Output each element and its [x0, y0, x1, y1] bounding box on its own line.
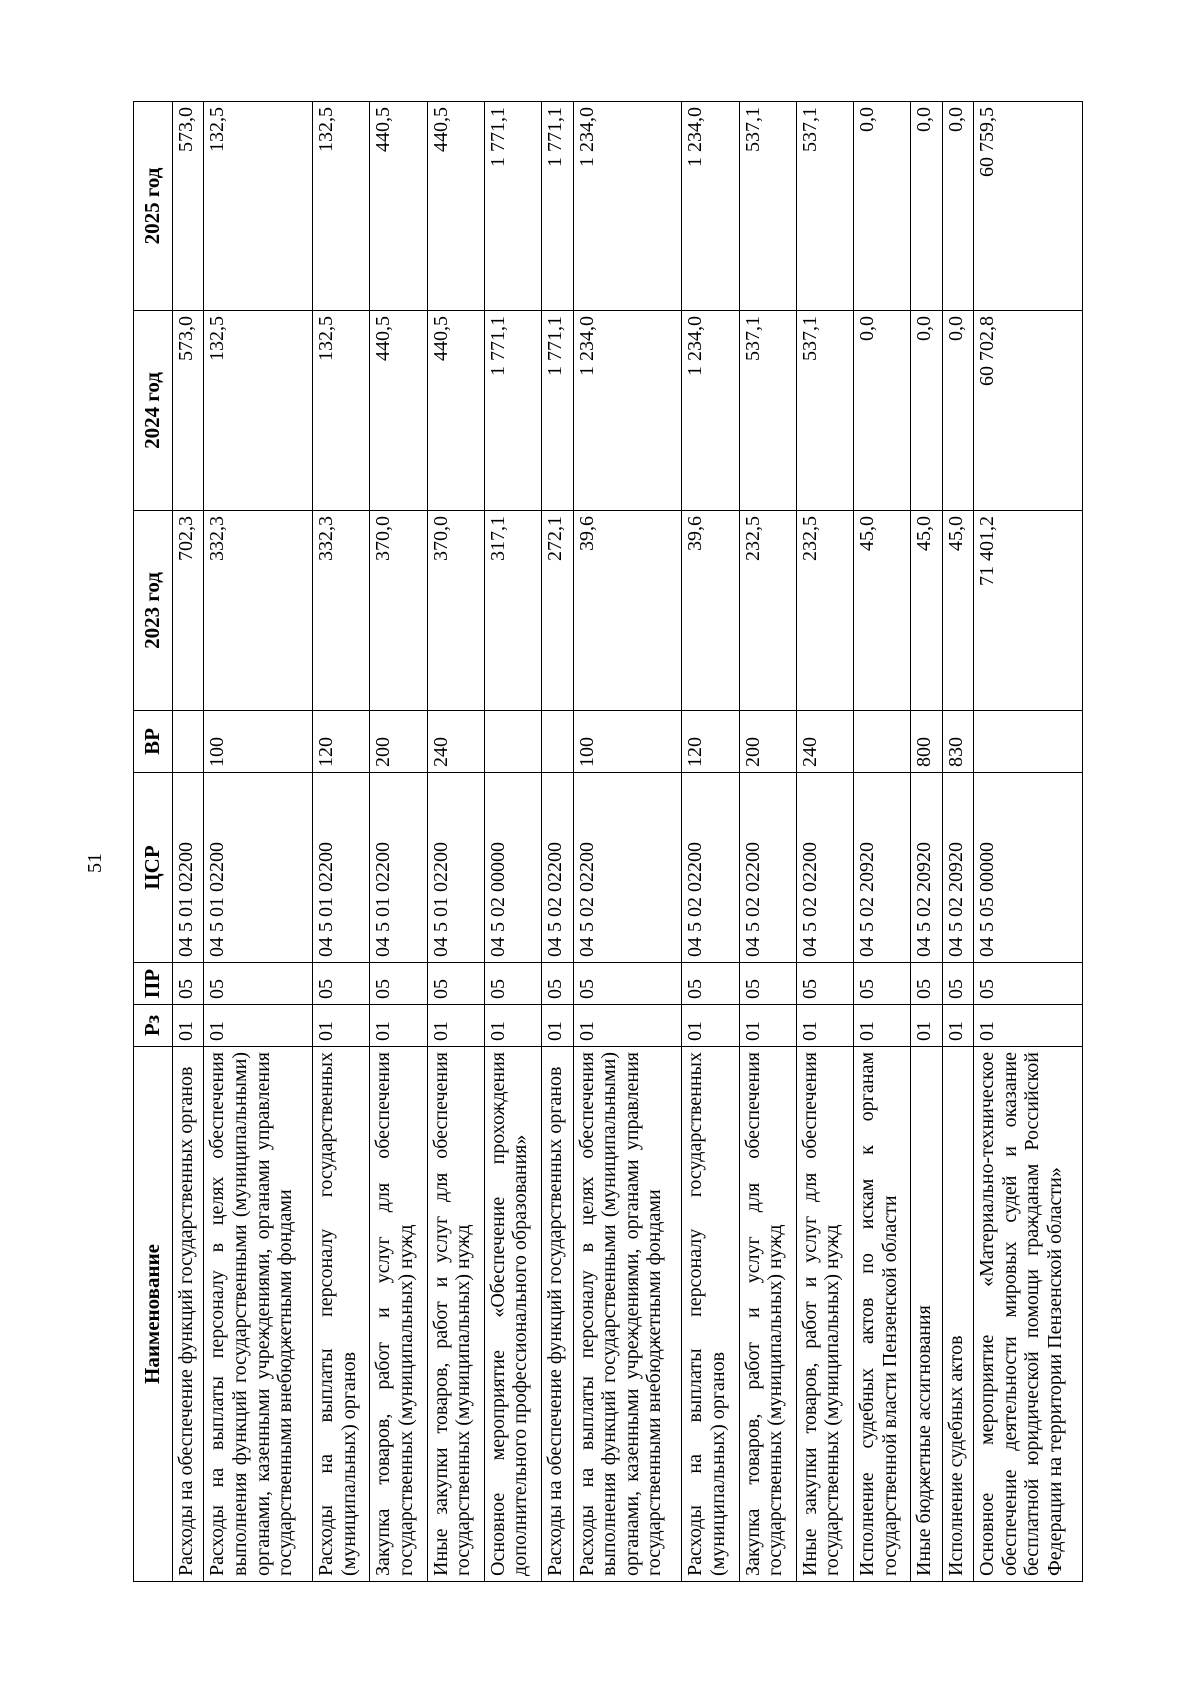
cell-csr: 04 5 02 02200 — [739, 773, 796, 963]
header-2023: 2023 год — [134, 511, 173, 711]
cell-csr: 04 5 01 02200 — [204, 773, 313, 963]
table-row — [370, 102, 427, 1582]
cell-2024: 1 234,0 — [682, 311, 739, 511]
cell-2023: 232,5 — [739, 511, 796, 711]
cell-rz: 01 — [796, 1005, 853, 1047]
table-row — [739, 102, 796, 1582]
header-name: Наименование — [134, 1047, 173, 1582]
cell-vr: 100 — [204, 711, 313, 773]
cell-csr: 04 5 02 02200 — [573, 773, 682, 963]
cell-rz: 01 — [204, 1005, 313, 1047]
cell-csr: 04 5 02 20920 — [911, 773, 942, 963]
cell-rz: 01 — [573, 1005, 682, 1047]
cell-rz: 01 — [739, 1005, 796, 1047]
table-body — [173, 102, 1083, 1582]
header-pr: ПР — [134, 963, 173, 1005]
cell-pr: 05 — [427, 963, 484, 1005]
header-vr: ВР — [134, 711, 173, 773]
cell-vr — [542, 711, 573, 773]
cell-name: Исполнение судебных актов по искам к органам государственной власти Пензенской области — [853, 1047, 910, 1582]
cell-rz: 01 — [313, 1005, 370, 1047]
header-rz: Рз — [134, 1005, 173, 1047]
cell-vr: 200 — [370, 711, 427, 773]
cell-2024: 132,5 — [313, 311, 370, 511]
cell-csr: 04 5 01 02200 — [427, 773, 484, 963]
cell-2025: 1 234,0 — [573, 102, 682, 311]
cell-2024: 1 234,0 — [573, 311, 682, 511]
cell-name: Расходы на выплаты персоналу государственных (муниципальных) органов — [313, 1047, 370, 1582]
cell-2024: 537,1 — [796, 311, 853, 511]
cell-2023: 232,5 — [796, 511, 853, 711]
cell-2024: 1 771,1 — [542, 311, 573, 511]
table-row — [853, 102, 910, 1582]
cell-name: Расходы на обеспечение функций государственных органов — [173, 1047, 204, 1582]
cell-csr: 04 5 05 00000 — [974, 773, 1083, 963]
cell-vr: 200 — [739, 711, 796, 773]
cell-rz: 01 — [942, 1005, 973, 1047]
table-row — [427, 102, 484, 1582]
cell-pr: 05 — [173, 963, 204, 1005]
cell-vr: 240 — [427, 711, 484, 773]
cell-pr: 05 — [942, 963, 973, 1005]
cell-rz: 01 — [173, 1005, 204, 1047]
table-row — [173, 102, 204, 1582]
cell-2023: 332,3 — [204, 511, 313, 711]
header-row — [134, 102, 173, 1582]
table-row — [682, 102, 739, 1582]
cell-2025: 132,5 — [313, 102, 370, 311]
cell-pr: 05 — [370, 963, 427, 1005]
cell-rz: 01 — [911, 1005, 942, 1047]
table-row — [974, 102, 1083, 1582]
cell-pr: 05 — [542, 963, 573, 1005]
table-row — [484, 102, 541, 1582]
cell-rz: 01 — [542, 1005, 573, 1047]
cell-name: Расходы на выплаты персоналу государственных (муниципальных) органов — [682, 1047, 739, 1582]
cell-2023: 39,6 — [573, 511, 682, 711]
cell-csr: 04 5 02 02200 — [796, 773, 853, 963]
header-2024: 2024 год — [134, 311, 173, 511]
cell-rz: 01 — [484, 1005, 541, 1047]
cell-vr — [484, 711, 541, 773]
cell-csr: 04 5 02 20920 — [853, 773, 910, 963]
cell-2024: 0,0 — [911, 311, 942, 511]
cell-csr: 04 5 02 02200 — [542, 773, 573, 963]
cell-pr: 05 — [484, 963, 541, 1005]
cell-name: Расходы на обеспечение функций государственных органов — [542, 1047, 573, 1582]
cell-rz: 01 — [853, 1005, 910, 1047]
cell-2024: 537,1 — [739, 311, 796, 511]
cell-2023: 45,0 — [911, 511, 942, 711]
cell-2024: 573,0 — [173, 311, 204, 511]
cell-2025: 573,0 — [173, 102, 204, 311]
cell-vr: 120 — [682, 711, 739, 773]
table-row — [313, 102, 370, 1582]
table-row — [542, 102, 573, 1582]
cell-rz: 01 — [427, 1005, 484, 1047]
cell-vr: 120 — [313, 711, 370, 773]
cell-vr: 240 — [796, 711, 853, 773]
cell-vr — [974, 711, 1083, 773]
cell-2025: 60 759,5 — [974, 102, 1083, 311]
cell-2025: 0,0 — [853, 102, 910, 311]
header-2025: 2025 год — [134, 102, 173, 311]
cell-vr: 100 — [573, 711, 682, 773]
cell-2023: 370,0 — [370, 511, 427, 711]
cell-2025: 537,1 — [739, 102, 796, 311]
cell-rz: 01 — [682, 1005, 739, 1047]
cell-csr: 04 5 02 20920 — [942, 773, 973, 963]
cell-2025: 1 771,1 — [484, 102, 541, 311]
table-row — [796, 102, 853, 1582]
cell-2023: 45,0 — [853, 511, 910, 711]
cell-vr: 800 — [911, 711, 942, 773]
cell-pr: 05 — [796, 963, 853, 1005]
cell-2025: 537,1 — [796, 102, 853, 311]
cell-pr: 05 — [853, 963, 910, 1005]
cell-rz: 01 — [370, 1005, 427, 1047]
cell-2025: 132,5 — [204, 102, 313, 311]
cell-csr: 04 5 01 02200 — [173, 773, 204, 963]
budget-table — [133, 101, 1083, 1582]
cell-name: Исполнение судебных актов — [942, 1047, 973, 1582]
cell-name: Иные закупки товаров, работ и услуг для обеспечения государственных (муниципальных) нужд — [427, 1047, 484, 1582]
cell-vr: 830 — [942, 711, 973, 773]
cell-name: Закупка товаров, работ и услуг для обеспечения государственных (муниципальных) нужд — [370, 1047, 427, 1582]
cell-2024: 440,5 — [370, 311, 427, 511]
cell-csr: 04 5 01 02200 — [370, 773, 427, 963]
cell-2023: 702,3 — [173, 511, 204, 711]
cell-2024: 60 702,8 — [974, 311, 1083, 511]
cell-2024: 132,5 — [204, 311, 313, 511]
cell-name: Основное мероприятие «Материально-техническое обеспечение деятельности мировых судей и оказание бесплатной юридической помощи гражданам Российской Федерации на территории Пензенской области» — [974, 1047, 1083, 1582]
cell-2024: 440,5 — [427, 311, 484, 511]
page-number: 51 — [84, 853, 106, 873]
cell-name: Иные закупки товаров, работ и услуг для обеспечения государственных (муниципальных) нужд — [796, 1047, 853, 1582]
cell-vr — [853, 711, 910, 773]
cell-2025: 0,0 — [942, 102, 973, 311]
cell-pr: 05 — [739, 963, 796, 1005]
cell-pr: 05 — [974, 963, 1083, 1005]
cell-pr: 05 — [911, 963, 942, 1005]
cell-2024: 0,0 — [942, 311, 973, 511]
cell-pr: 05 — [573, 963, 682, 1005]
cell-csr: 04 5 02 02200 — [682, 773, 739, 963]
table-row — [911, 102, 942, 1582]
cell-2025: 1 771,1 — [542, 102, 573, 311]
cell-2023: 45,0 — [942, 511, 973, 711]
cell-2023: 272,1 — [542, 511, 573, 711]
table-row — [942, 102, 973, 1582]
cell-2023: 39,6 — [682, 511, 739, 711]
cell-rz: 01 — [974, 1005, 1083, 1047]
cell-name: Расходы на выплаты персоналу в целях обеспечения выполнения функций государственными (муниципальными) органами, казенными учреждениями, органами управления государственными внебюджетными фондами — [573, 1047, 682, 1582]
cell-2024: 0,0 — [853, 311, 910, 511]
cell-csr: 04 5 01 02200 — [313, 773, 370, 963]
cell-vr — [173, 711, 204, 773]
cell-name: Иные бюджетные ассигнования — [911, 1047, 942, 1582]
cell-2023: 317,1 — [484, 511, 541, 711]
cell-2025: 440,5 — [427, 102, 484, 311]
cell-2023: 332,3 — [313, 511, 370, 711]
cell-pr: 05 — [682, 963, 739, 1005]
rotated-table-container — [133, 102, 1083, 1582]
cell-name: Основное мероприятие «Обеспечение прохождения дополнительного профессионального образования» — [484, 1047, 541, 1582]
cell-2023: 71 401,2 — [974, 511, 1083, 711]
table-row — [573, 102, 682, 1582]
cell-name: Закупка товаров, работ и услуг для обеспечения государственных (муниципальных) нужд — [739, 1047, 796, 1582]
cell-pr: 05 — [204, 963, 313, 1005]
cell-2024: 1 771,1 — [484, 311, 541, 511]
table-row — [204, 102, 313, 1582]
cell-pr: 05 — [313, 963, 370, 1005]
header-csr: ЦСР — [134, 773, 173, 963]
cell-2025: 440,5 — [370, 102, 427, 311]
cell-2023: 370,0 — [427, 511, 484, 711]
cell-csr: 04 5 02 00000 — [484, 773, 541, 963]
cell-2025: 0,0 — [911, 102, 942, 311]
cell-2025: 1 234,0 — [682, 102, 739, 311]
cell-name: Расходы на выплаты персоналу в целях обеспечения выполнения функций государственными (муниципальными) органами, казенными учреждениями, органами управления государственными внебюджетными фондами — [204, 1047, 313, 1582]
